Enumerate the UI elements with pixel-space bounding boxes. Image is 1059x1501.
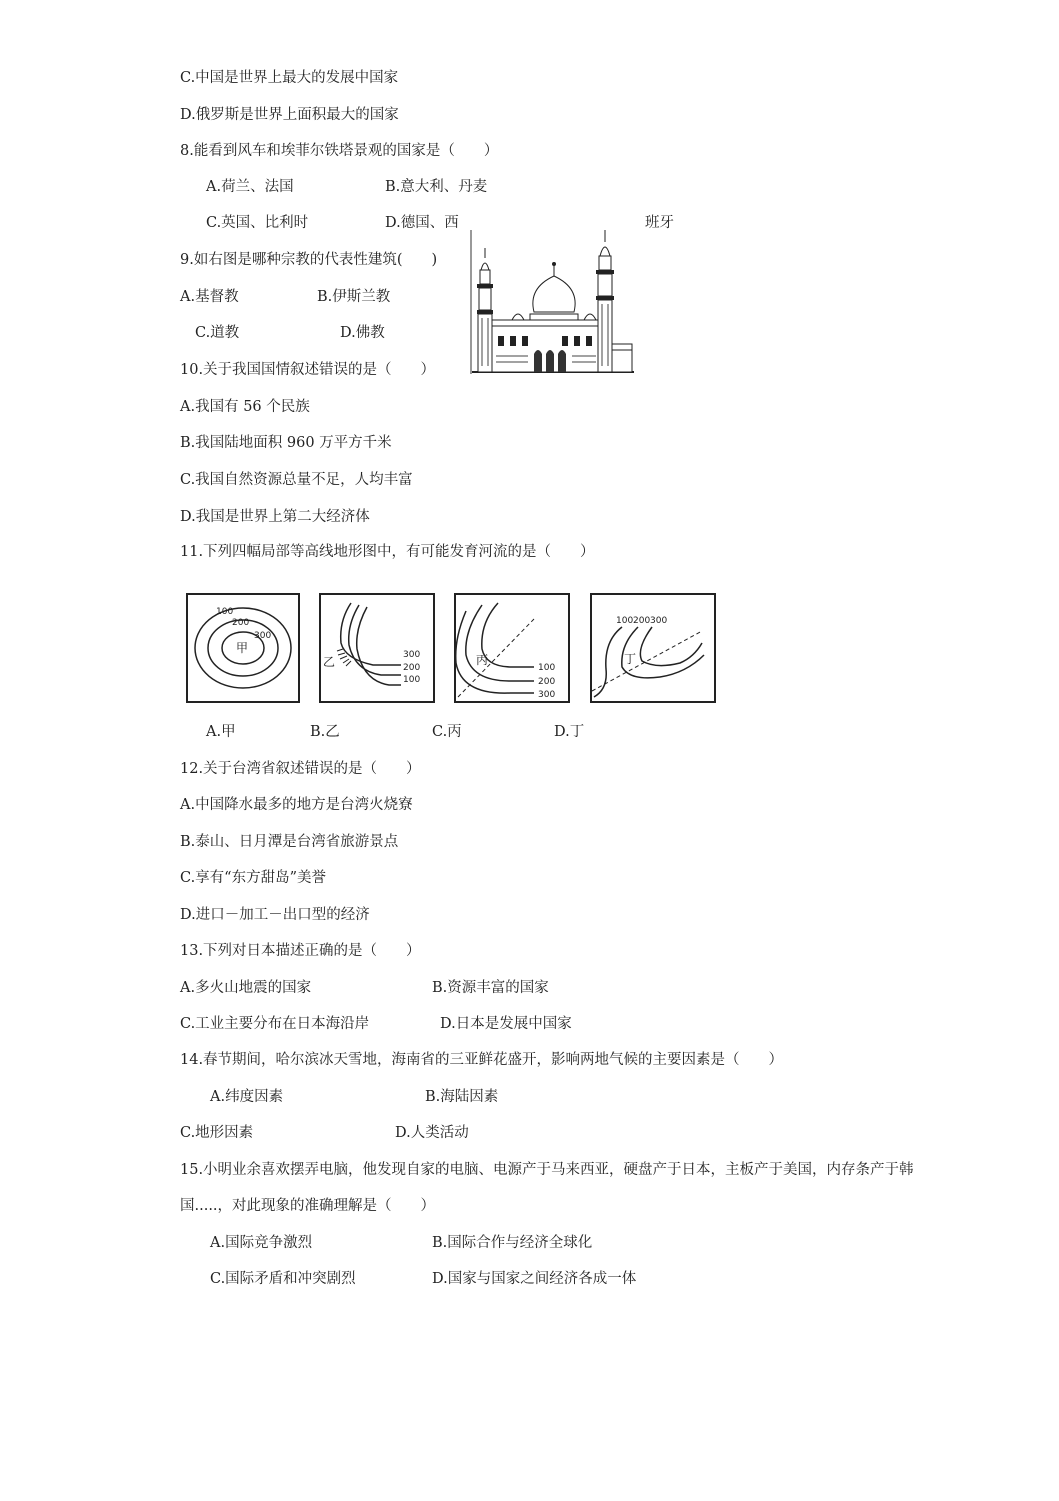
- q9-option-d: D.佛教: [340, 325, 385, 341]
- bing-label: 丙: [476, 653, 489, 667]
- q8-option-d: D.德国、西: [385, 215, 459, 231]
- q14-option-a: A.纬度因素: [210, 1089, 284, 1105]
- q13-option-b: B.资源丰富的国家: [432, 980, 549, 996]
- jia-label: 甲: [236, 641, 249, 655]
- yi-contour-300: 300: [403, 650, 421, 660]
- q15-option-a: A.国际竞争激烈: [210, 1235, 313, 1251]
- q7-option-c: C.中国是世界上最大的发展中国家: [180, 70, 399, 86]
- q10-option-a: A.我国有 56 个民族: [180, 399, 310, 415]
- jia-contour-100: 100: [216, 607, 234, 617]
- ding-contour-200: 200: [633, 616, 651, 626]
- q13-option-a: A.多火山地震的国家: [180, 980, 312, 996]
- ding-label: 丁: [624, 652, 637, 666]
- q9-stem: 9.如右图是哪种宗教的代表性建筑( ): [180, 252, 438, 268]
- yi-contour-100: 100: [403, 675, 421, 685]
- q11-option-b: B.乙: [310, 724, 340, 740]
- q13-option-c: C.工业主要分布在日本海沿岸: [180, 1016, 370, 1032]
- ding-contour-300: 300: [650, 616, 668, 626]
- contour-map-ding: [590, 593, 716, 703]
- contour-map-yi: [319, 593, 435, 703]
- q10-stem: 10.关于我国国情叙述错误的是（ ）: [180, 362, 436, 378]
- ding-contour-100: 100: [616, 616, 634, 626]
- q15-option-c: C.国际矛盾和冲突剧烈: [210, 1271, 356, 1287]
- yi-label: 乙: [323, 655, 336, 669]
- q12-option-b: B.泰山、日月潭是台湾省旅游景点: [180, 834, 399, 850]
- q12-option-a: A.中国降水最多的地方是台湾火烧寮: [180, 797, 413, 813]
- contour-map-bing: [454, 593, 570, 703]
- q10-option-b: B.我国陆地面积 960 万平方千米: [180, 435, 392, 451]
- q10-option-d: D.我国是世界上第二大经济体: [180, 509, 370, 525]
- q8-stem: 8.能看到风车和埃菲尔铁塔景观的国家是（ ）: [180, 143, 499, 159]
- q11-option-a: A.甲: [206, 724, 236, 740]
- q15-option-d: D.国家与国家之间经济各成一体: [432, 1271, 637, 1287]
- q14-stem: 14.春节期间，哈尔滨冰天雪地，海南省的三亚鲜花盛开，影响两地气候的主要因素是（ ）: [180, 1052, 784, 1068]
- q10-option-c: C.我国自然资源总量不足，人均丰富: [180, 472, 413, 488]
- q13-option-d: D.日本是发展中国家: [440, 1016, 572, 1032]
- mosque-illustration: [468, 226, 636, 376]
- q14-option-c: C.地形因素: [180, 1125, 254, 1141]
- q8-option-c: C.英国、比利时: [206, 215, 309, 231]
- q11-option-d: D.丁: [554, 724, 585, 740]
- q8-option-a: A.荷兰、法国: [206, 179, 294, 195]
- jia-contour-300: 300: [254, 631, 272, 641]
- q12-option-d: D.进口－加工－出口型的经济: [180, 907, 370, 923]
- bing-contour-200: 200: [538, 677, 556, 687]
- q8-option-d-tail: 班牙: [645, 215, 674, 231]
- q11-option-c: C.丙: [432, 724, 462, 740]
- q8-option-b: B.意大利、丹麦: [385, 179, 488, 195]
- q7-option-d: D.俄罗斯是世界上面积最大的国家: [180, 107, 399, 123]
- q11-stem: 11.下列四幅局部等高线地形图中，有可能发育河流的是（ ）: [180, 544, 595, 560]
- q14-option-b: B.海陆因素: [425, 1089, 499, 1105]
- q13-stem: 13.下列对日本描述正确的是（ ）: [180, 943, 421, 959]
- q15-stem-line-1: 15.小明业余喜欢摆弄电脑，他发现自家的电脑、电源产于马来西亚，硬盘产于日本，主板产于美国，内存条产于韩: [180, 1162, 914, 1178]
- q9-option-c: C.道教: [195, 325, 240, 341]
- bing-contour-100: 100: [538, 663, 556, 673]
- q14-option-d: D.人类活动: [395, 1125, 469, 1141]
- q12-option-c: C.享有“东方甜岛”美誉: [180, 870, 327, 886]
- bing-contour-300: 300: [538, 690, 556, 700]
- q15-option-b: B.国际合作与经济全球化: [432, 1235, 593, 1251]
- jia-contour-200: 200: [232, 618, 250, 628]
- q12-stem: 12.关于台湾省叙述错误的是（ ）: [180, 761, 421, 777]
- q9-option-a: A.基督教: [180, 289, 239, 305]
- contour-map-jia: [186, 593, 300, 703]
- yi-contour-200: 200: [403, 663, 421, 673]
- q15-stem-line-2: 国.....，对此现象的准确理解是（ ）: [180, 1198, 436, 1214]
- q9-option-b: B.伊斯兰教: [317, 289, 391, 305]
